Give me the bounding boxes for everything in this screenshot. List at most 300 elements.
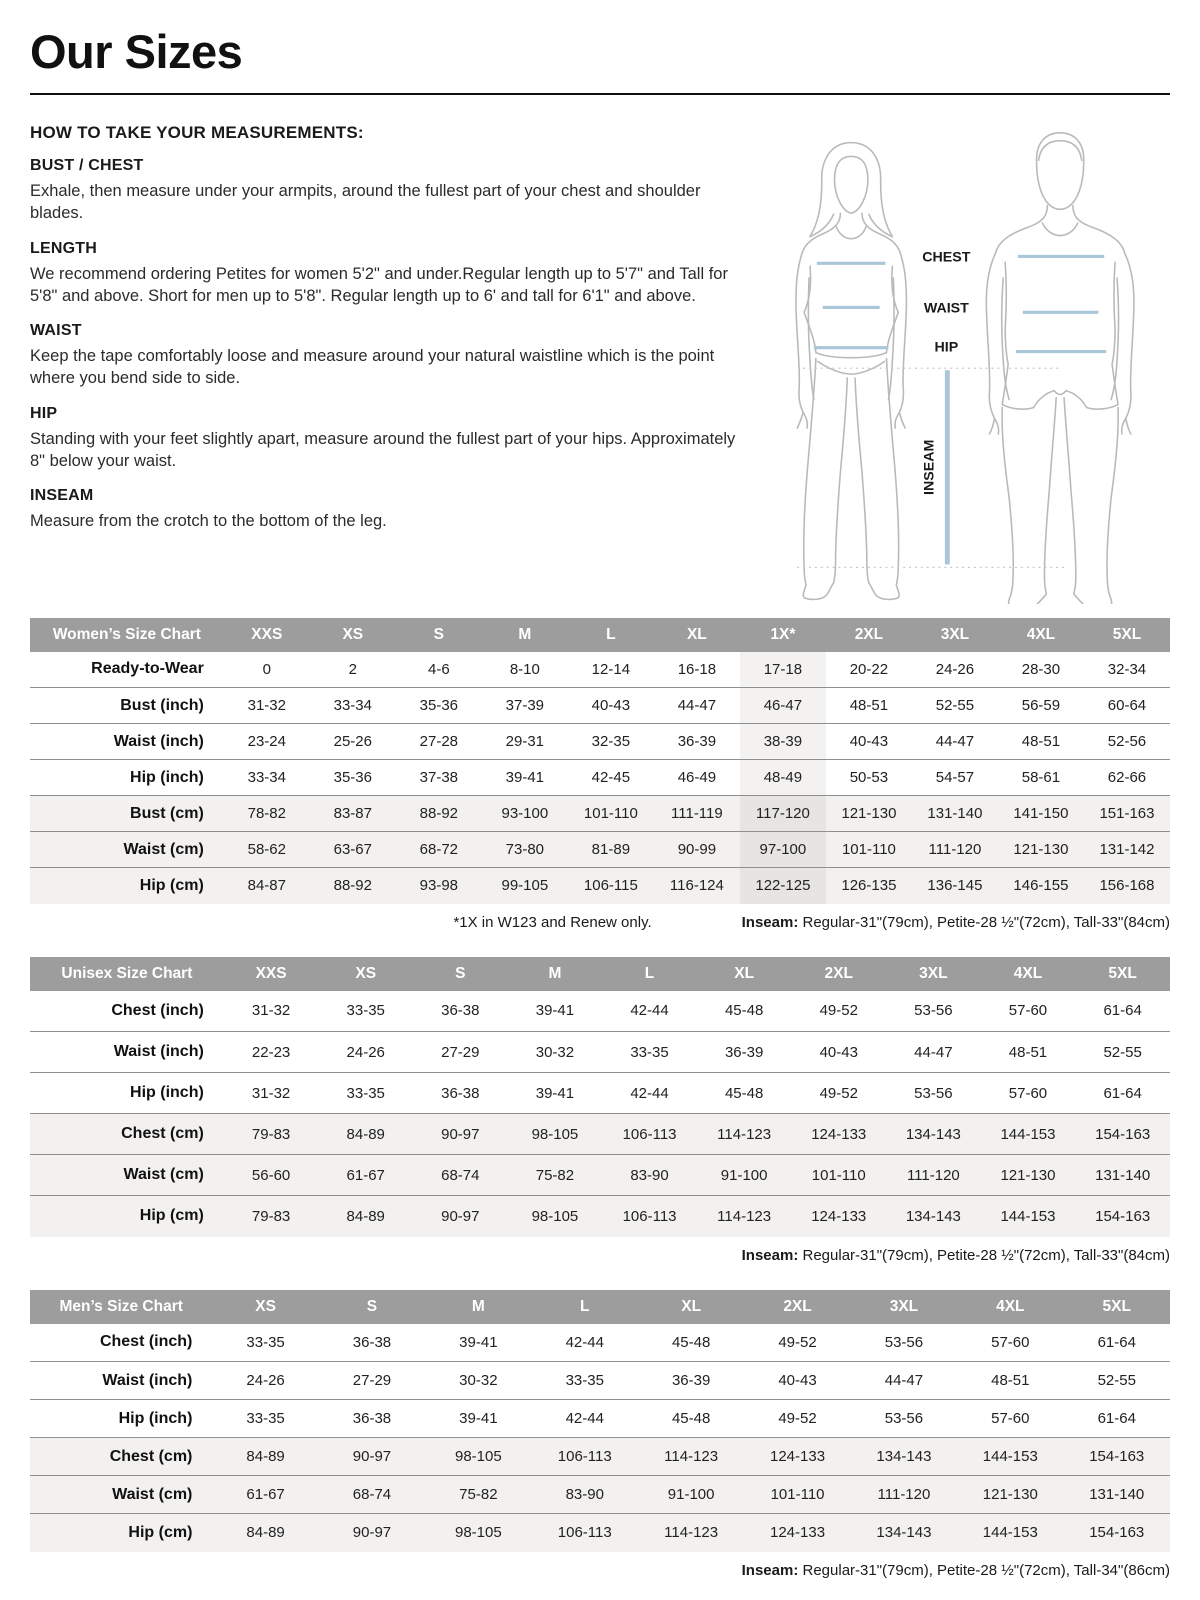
size-value-cell: 114-123 — [717, 1125, 772, 1143]
size-column-header: 5XL — [1064, 1290, 1170, 1324]
size-value-cell: 83-90 — [565, 1486, 604, 1504]
table-row — [30, 1032, 1170, 1073]
size-value-cell: 81-89 — [591, 841, 631, 859]
size-value-cell: 84-87 — [247, 877, 286, 895]
size-column-header: XXS — [224, 618, 310, 652]
size-value-cell: 39-41 — [459, 1333, 498, 1351]
size-value-cell: 90-97 — [441, 1125, 480, 1143]
inseam-note: Inseam: Regular-31"(79cm), Petite-28 ½"(72cm), Tall-33"(84cm) — [741, 1246, 1170, 1264]
size-value-cell: 131-140 — [1095, 1166, 1151, 1184]
size-value-cell: 131-142 — [1099, 841, 1155, 859]
size-value-cell: 31-32 — [251, 1002, 291, 1020]
size-value-cell: 60-64 — [1107, 697, 1147, 715]
size-value-cell: 90-97 — [352, 1448, 392, 1466]
table-row — [30, 724, 1170, 760]
size-column-header: XL — [638, 1290, 744, 1324]
size-value-cell: 28-30 — [1021, 660, 1061, 678]
size-value-cell: 40-43 — [591, 697, 631, 715]
size-value-cell: 114-123 — [664, 1524, 719, 1542]
table-row — [30, 1155, 1170, 1196]
size-value-cell: 144-153 — [1000, 1125, 1056, 1143]
instruction-hip — [30, 405, 742, 473]
size-value-cell: 93-100 — [501, 805, 549, 823]
size-column-header: 4XL — [957, 1290, 1063, 1324]
size-column-header: 1X* — [740, 618, 826, 652]
size-value-cell: 36-38 — [441, 1002, 480, 1020]
size-value-cell: 58-62 — [247, 841, 286, 859]
size-value-cell: 154-163 — [1089, 1524, 1145, 1542]
table-row — [30, 1073, 1170, 1114]
size-value-cell: 136-145 — [927, 877, 983, 895]
size-value-cell: 93-98 — [419, 877, 459, 895]
instruction-inseam — [30, 487, 742, 532]
size-value-cell: 45-48 — [671, 1410, 711, 1428]
size-value-cell: 57-60 — [1008, 1002, 1048, 1020]
table-row — [30, 1514, 1170, 1552]
size-value-cell: 17-18 — [740, 652, 826, 688]
measurements-section — [30, 123, 1170, 604]
table-row — [30, 652, 1170, 688]
size-value-cell: 101-110 — [583, 805, 638, 823]
size-value-cell: 27-28 — [419, 733, 459, 751]
row-label: Hip (inch) — [130, 768, 204, 786]
size-value-cell: 33-35 — [246, 1410, 285, 1428]
size-column-header: 2XL — [791, 957, 886, 991]
measurement-instructions — [30, 123, 742, 604]
size-value-cell: 48-51 — [849, 697, 889, 715]
size-value-cell: 90-97 — [441, 1207, 480, 1225]
size-value-cell: 37-39 — [505, 697, 545, 715]
measurement-diagram — [758, 123, 1170, 604]
size-value-cell: 40-43 — [778, 1372, 817, 1390]
size-value-cell: 154-163 — [1095, 1125, 1151, 1143]
size-value-cell: 39-41 — [535, 1002, 575, 1020]
size-column-header: L — [532, 1290, 638, 1324]
unisex-size-chart-table — [30, 957, 1170, 1237]
men-size-chart-section — [30, 1290, 1170, 1579]
size-column-header: 5XL — [1075, 957, 1170, 991]
size-value-cell: 57-60 — [991, 1410, 1030, 1428]
size-value-cell: 114-123 — [717, 1207, 772, 1225]
size-value-cell: 42-45 — [591, 769, 631, 787]
size-value-cell: 0 — [262, 660, 271, 678]
size-value-cell: 44-47 — [935, 733, 975, 751]
instruction-heading: INSEAM — [30, 487, 94, 505]
row-label: Hip (cm) — [128, 1523, 193, 1541]
women-size-chart-table — [30, 618, 1170, 904]
instruction-bust-chest — [30, 157, 742, 225]
title-divider — [30, 93, 1170, 95]
unisex-size-chart-section — [30, 957, 1170, 1264]
size-column-header: M — [508, 957, 603, 991]
size-value-cell: 134-143 — [905, 1125, 961, 1143]
size-value-cell: 42-44 — [565, 1333, 604, 1351]
size-value-cell: 48-51 — [1021, 733, 1061, 751]
size-column-header: 3XL — [851, 1290, 957, 1324]
size-value-cell: 84-89 — [246, 1448, 285, 1466]
size-value-cell: 37-38 — [419, 769, 459, 787]
size-value-cell: 101-110 — [811, 1166, 866, 1184]
size-column-header: XXS — [224, 957, 319, 991]
size-value-cell: 48-51 — [991, 1372, 1030, 1390]
size-value-cell: 33-35 — [565, 1372, 604, 1390]
size-value-cell: 45-48 — [724, 1002, 764, 1020]
inseam-label: INSEAM — [921, 439, 938, 495]
size-value-cell: 84-89 — [346, 1125, 385, 1143]
size-value-cell: 24-26 — [246, 1372, 285, 1390]
row-label: Ready-to-Wear — [91, 660, 204, 678]
size-value-cell: 53-56 — [914, 1084, 953, 1102]
size-value-cell: 154-163 — [1095, 1207, 1151, 1225]
size-value-cell: 53-56 — [884, 1410, 924, 1428]
size-value-cell: 30-32 — [459, 1372, 498, 1390]
table-row — [30, 1324, 1170, 1362]
size-value-cell: 53-56 — [884, 1333, 924, 1351]
size-value-cell: 12-14 — [591, 660, 631, 678]
size-value-cell: 91-100 — [667, 1486, 715, 1504]
size-value-cell: 131-140 — [927, 805, 983, 823]
size-value-cell: 52-55 — [1103, 1043, 1142, 1061]
row-label: Chest (cm) — [109, 1447, 193, 1465]
size-value-cell: 16-18 — [677, 660, 717, 678]
instruction-body: Standing with your feet slightly apart, measure around the fullest part of your hips. Approximately 8" below your waist. — [30, 429, 736, 470]
size-value-cell: 106-113 — [622, 1207, 677, 1225]
size-value-cell: 106-113 — [557, 1524, 612, 1542]
table-title: Men’s Size Chart — [30, 1290, 212, 1324]
one-x-footnote: *1X in W123 and Renew only. — [453, 913, 652, 931]
size-column-header: 2XL — [744, 1290, 850, 1324]
size-value-cell: 61-67 — [346, 1166, 385, 1184]
size-value-cell: 57-60 — [1008, 1084, 1048, 1102]
size-value-cell: 144-153 — [982, 1524, 1038, 1542]
table-row — [30, 1476, 1170, 1514]
size-value-cell: 124-133 — [811, 1125, 867, 1143]
table-row — [30, 1196, 1170, 1237]
size-value-cell: 83-87 — [333, 805, 372, 823]
men-size-chart-table — [30, 1290, 1170, 1552]
row-label: Hip (cm) — [139, 1207, 204, 1225]
table-row — [30, 1114, 1170, 1155]
size-value-cell: 36-39 — [677, 733, 717, 751]
size-value-cell: 114-123 — [664, 1448, 719, 1466]
row-label: Bust (inch) — [120, 696, 204, 714]
size-value-cell: 53-56 — [914, 1002, 953, 1020]
row-label: Hip (inch) — [118, 1409, 193, 1427]
size-value-cell: 32-35 — [591, 733, 631, 751]
women-table-notes — [30, 914, 1170, 931]
size-value-cell: 58-61 — [1021, 769, 1061, 787]
row-label: Waist (inch) — [102, 1371, 193, 1389]
size-value-cell: 121-130 — [1013, 841, 1069, 859]
size-value-cell: 91-100 — [720, 1166, 768, 1184]
size-column-header: S — [319, 1290, 425, 1324]
size-value-cell: 111-120 — [906, 1166, 960, 1184]
size-value-cell: 98-105 — [455, 1524, 502, 1542]
table-row — [30, 832, 1170, 868]
size-value-cell: 33-35 — [246, 1333, 285, 1351]
size-value-cell: 68-72 — [419, 841, 459, 859]
size-value-cell: 106-113 — [622, 1125, 677, 1143]
size-column-header: S — [396, 618, 482, 652]
size-value-cell: 49-52 — [819, 1084, 858, 1102]
size-value-cell: 50-53 — [849, 769, 889, 787]
chest-label: CHEST — [922, 249, 971, 266]
how-to-heading: HOW TO TAKE YOUR MEASUREMENTS: — [30, 123, 364, 142]
size-value-cell: 40-43 — [849, 733, 889, 751]
inseam-note: Inseam: Regular-31"(79cm), Petite-28 ½"(72cm), Tall-33"(84cm) — [741, 913, 1170, 931]
size-value-cell: 46-47 — [740, 688, 826, 724]
row-label: Chest (inch) — [99, 1333, 193, 1351]
hip-label: HIP — [934, 339, 959, 356]
size-column-header: L — [568, 618, 654, 652]
size-value-cell: 111-120 — [928, 841, 982, 859]
table-header-row — [30, 618, 1170, 652]
size-value-cell: 156-168 — [1099, 877, 1155, 895]
instruction-heading: BUST / CHEST — [30, 157, 144, 174]
size-value-cell: 22-23 — [251, 1043, 291, 1061]
waist-label: WAIST — [923, 300, 969, 317]
table-row — [30, 1438, 1170, 1476]
size-value-cell: 32-34 — [1107, 660, 1147, 678]
size-value-cell: 111-119 — [671, 805, 723, 823]
row-label: Bust (cm) — [130, 804, 204, 822]
size-value-cell: 97-100 — [740, 832, 826, 868]
table-row — [30, 760, 1170, 796]
size-value-cell: 101-110 — [841, 841, 896, 859]
table-row — [30, 796, 1170, 832]
size-column-header: 5XL — [1084, 618, 1170, 652]
size-value-cell: 121-130 — [982, 1486, 1038, 1504]
size-value-cell: 35-36 — [419, 697, 459, 715]
size-value-cell: 124-133 — [770, 1524, 826, 1542]
size-value-cell: 39-41 — [459, 1410, 498, 1428]
size-value-cell: 144-153 — [1000, 1207, 1056, 1225]
size-value-cell: 49-52 — [778, 1333, 817, 1351]
row-label: Hip (cm) — [139, 876, 204, 894]
size-value-cell: 38-39 — [740, 724, 826, 760]
row-label: Waist (inch) — [113, 1043, 204, 1061]
size-value-cell: 29-31 — [505, 733, 545, 751]
size-value-cell: 33-35 — [346, 1002, 385, 1020]
instruction-body: Keep the tape comfortably loose and measure around your natural waistline which is the point where you bend side to side. — [30, 347, 715, 388]
size-column-header: XS — [318, 957, 413, 991]
male-figure-outline — [986, 133, 1134, 604]
size-value-cell: 24-26 — [346, 1043, 385, 1061]
size-value-cell: 52-55 — [935, 697, 975, 715]
size-value-cell: 78-82 — [247, 805, 286, 823]
table-row — [30, 868, 1170, 904]
size-column-header: XS — [310, 618, 396, 652]
size-value-cell: 33-35 — [346, 1084, 385, 1102]
instruction-heading: HIP — [30, 404, 58, 422]
table-title: Unisex Size Chart — [30, 957, 224, 991]
size-value-cell: 88-92 — [419, 805, 459, 823]
size-value-cell: 35-36 — [333, 769, 372, 787]
size-value-cell: 20-22 — [849, 660, 889, 678]
size-value-cell: 154-163 — [1089, 1448, 1145, 1466]
size-value-cell: 56-60 — [251, 1166, 291, 1184]
size-column-header: 4XL — [981, 957, 1076, 991]
size-value-cell: 61-64 — [1103, 1002, 1142, 1020]
size-column-header: XL — [654, 618, 740, 652]
size-value-cell: 84-89 — [346, 1207, 385, 1225]
size-value-cell: 106-113 — [557, 1448, 612, 1466]
size-value-cell: 33-34 — [247, 769, 286, 787]
instruction-heading: WAIST — [30, 322, 82, 340]
size-value-cell: 63-67 — [333, 841, 372, 859]
size-value-cell: 49-52 — [778, 1410, 817, 1428]
table-title: Women’s Size Chart — [30, 618, 224, 652]
size-value-cell: 84-89 — [246, 1524, 285, 1542]
size-value-cell: 49-52 — [819, 1002, 858, 1020]
size-value-cell: 44-47 — [677, 697, 717, 715]
size-value-cell: 54-57 — [935, 769, 975, 787]
size-column-header: M — [425, 1290, 531, 1324]
size-value-cell: 134-143 — [876, 1524, 932, 1542]
size-value-cell: 101-110 — [770, 1486, 825, 1504]
size-value-cell: 31-32 — [247, 697, 286, 715]
size-value-cell: 98-105 — [531, 1207, 579, 1225]
size-value-cell: 39-41 — [505, 769, 545, 787]
table-header-row — [30, 957, 1170, 991]
size-value-cell: 24-26 — [935, 660, 975, 678]
size-value-cell: 83-90 — [630, 1166, 669, 1184]
size-value-cell: 48-51 — [1008, 1043, 1048, 1061]
size-value-cell: 75-82 — [535, 1166, 575, 1184]
size-value-cell: 121-130 — [841, 805, 897, 823]
size-value-cell: 79-83 — [251, 1207, 291, 1225]
table-row — [30, 688, 1170, 724]
size-value-cell: 42-44 — [630, 1002, 669, 1020]
size-value-cell: 68-74 — [352, 1486, 392, 1504]
size-value-cell: 90-97 — [352, 1524, 392, 1542]
size-value-cell: 134-143 — [905, 1207, 961, 1225]
row-label: Waist (cm) — [112, 1485, 193, 1503]
size-column-header: L — [602, 957, 697, 991]
size-value-cell: 57-60 — [991, 1333, 1030, 1351]
size-value-cell: 23-24 — [247, 733, 286, 751]
size-value-cell: 44-47 — [884, 1372, 924, 1390]
table-row — [30, 991, 1170, 1032]
size-value-cell: 116-124 — [669, 877, 724, 895]
size-value-cell: 98-105 — [455, 1448, 502, 1466]
size-value-cell: 27-29 — [352, 1372, 392, 1390]
size-value-cell: 52-55 — [1097, 1372, 1136, 1390]
size-column-header: 2XL — [826, 618, 912, 652]
size-value-cell: 98-105 — [531, 1125, 579, 1143]
size-value-cell: 73-80 — [505, 841, 545, 859]
table-row — [30, 1400, 1170, 1438]
size-value-cell: 42-44 — [630, 1084, 669, 1102]
size-column-header: 3XL — [886, 957, 981, 991]
men-table-notes — [30, 1562, 1170, 1579]
instruction-heading: LENGTH — [30, 239, 97, 257]
size-value-cell: 141-150 — [1013, 805, 1069, 823]
size-column-header: M — [482, 618, 568, 652]
size-value-cell: 106-115 — [583, 877, 638, 895]
row-label: Waist (inch) — [113, 732, 204, 750]
size-value-cell: 36-39 — [724, 1043, 764, 1061]
row-label: Chest (cm) — [121, 1125, 204, 1143]
size-value-cell: 25-26 — [333, 733, 372, 751]
instruction-waist — [30, 322, 742, 390]
size-column-header: S — [413, 957, 508, 991]
size-value-cell: 40-43 — [819, 1043, 858, 1061]
size-value-cell: 30-32 — [535, 1043, 575, 1061]
size-value-cell: 131-140 — [1089, 1486, 1145, 1504]
size-value-cell: 36-39 — [671, 1372, 711, 1390]
size-value-cell: 61-64 — [1097, 1410, 1136, 1428]
size-value-cell: 48-49 — [740, 760, 826, 796]
size-value-cell: 62-66 — [1107, 769, 1147, 787]
size-value-cell: 99-105 — [501, 877, 549, 895]
size-value-cell: 111-120 — [877, 1486, 931, 1504]
size-value-cell: 36-38 — [441, 1084, 480, 1102]
instruction-body: Measure from the crotch to the bottom of the leg. — [30, 512, 387, 531]
size-value-cell: 90-99 — [677, 841, 717, 859]
size-value-cell: 61-64 — [1097, 1333, 1136, 1351]
size-value-cell: 33-35 — [630, 1043, 669, 1061]
size-value-cell: 79-83 — [251, 1125, 291, 1143]
size-value-cell: 27-29 — [441, 1043, 480, 1061]
size-value-cell: 42-44 — [565, 1410, 604, 1428]
row-label: Hip (inch) — [130, 1084, 204, 1102]
size-value-cell: 39-41 — [535, 1084, 575, 1102]
instruction-length — [30, 240, 742, 308]
size-value-cell: 61-64 — [1103, 1084, 1142, 1102]
size-column-header: 4XL — [998, 618, 1084, 652]
size-value-cell: 45-48 — [671, 1333, 711, 1351]
size-value-cell: 8-10 — [509, 660, 540, 678]
size-value-cell: 126-135 — [841, 877, 897, 895]
size-value-cell: 56-59 — [1021, 697, 1061, 715]
page-title: Our Sizes — [30, 25, 243, 78]
women-size-chart-section — [30, 618, 1170, 931]
measurement-diagram-svg — [758, 123, 1170, 604]
size-column-header: 3XL — [912, 618, 998, 652]
instruction-body: Exhale, then measure under your armpits, around the fullest part of your chest and shoulder blades. — [30, 182, 701, 223]
row-label: Waist (cm) — [123, 1166, 204, 1184]
table-header-row — [30, 1290, 1170, 1324]
row-label: Chest (inch) — [111, 1001, 204, 1019]
size-value-cell: 46-49 — [677, 769, 717, 787]
size-value-cell: 117-120 — [740, 796, 826, 832]
size-value-cell: 151-163 — [1099, 805, 1155, 823]
table-row — [30, 1362, 1170, 1400]
size-column-header: XL — [697, 957, 792, 991]
size-value-cell: 33-34 — [333, 697, 372, 715]
unisex-table-notes — [30, 1247, 1170, 1264]
size-value-cell: 121-130 — [1000, 1166, 1056, 1184]
row-label: Waist (cm) — [123, 840, 204, 858]
size-value-cell: 4-6 — [427, 660, 450, 678]
size-column-header: XS — [212, 1290, 318, 1324]
size-value-cell: 36-38 — [352, 1333, 392, 1351]
size-value-cell: 2 — [348, 660, 357, 678]
size-value-cell: 52-56 — [1107, 733, 1147, 751]
size-value-cell: 31-32 — [251, 1084, 291, 1102]
female-figure-outline — [796, 143, 907, 600]
size-value-cell: 75-82 — [459, 1486, 498, 1504]
size-value-cell: 144-153 — [982, 1448, 1038, 1466]
inseam-note: Inseam: Regular-31"(79cm), Petite-28 ½"(72cm), Tall-34"(86cm) — [741, 1561, 1170, 1579]
size-value-cell: 68-74 — [441, 1166, 480, 1184]
size-value-cell: 122-125 — [740, 868, 826, 904]
size-value-cell: 146-155 — [1013, 877, 1069, 895]
size-value-cell: 124-133 — [811, 1207, 867, 1225]
size-value-cell: 88-92 — [333, 877, 372, 895]
size-value-cell: 44-47 — [914, 1043, 953, 1061]
